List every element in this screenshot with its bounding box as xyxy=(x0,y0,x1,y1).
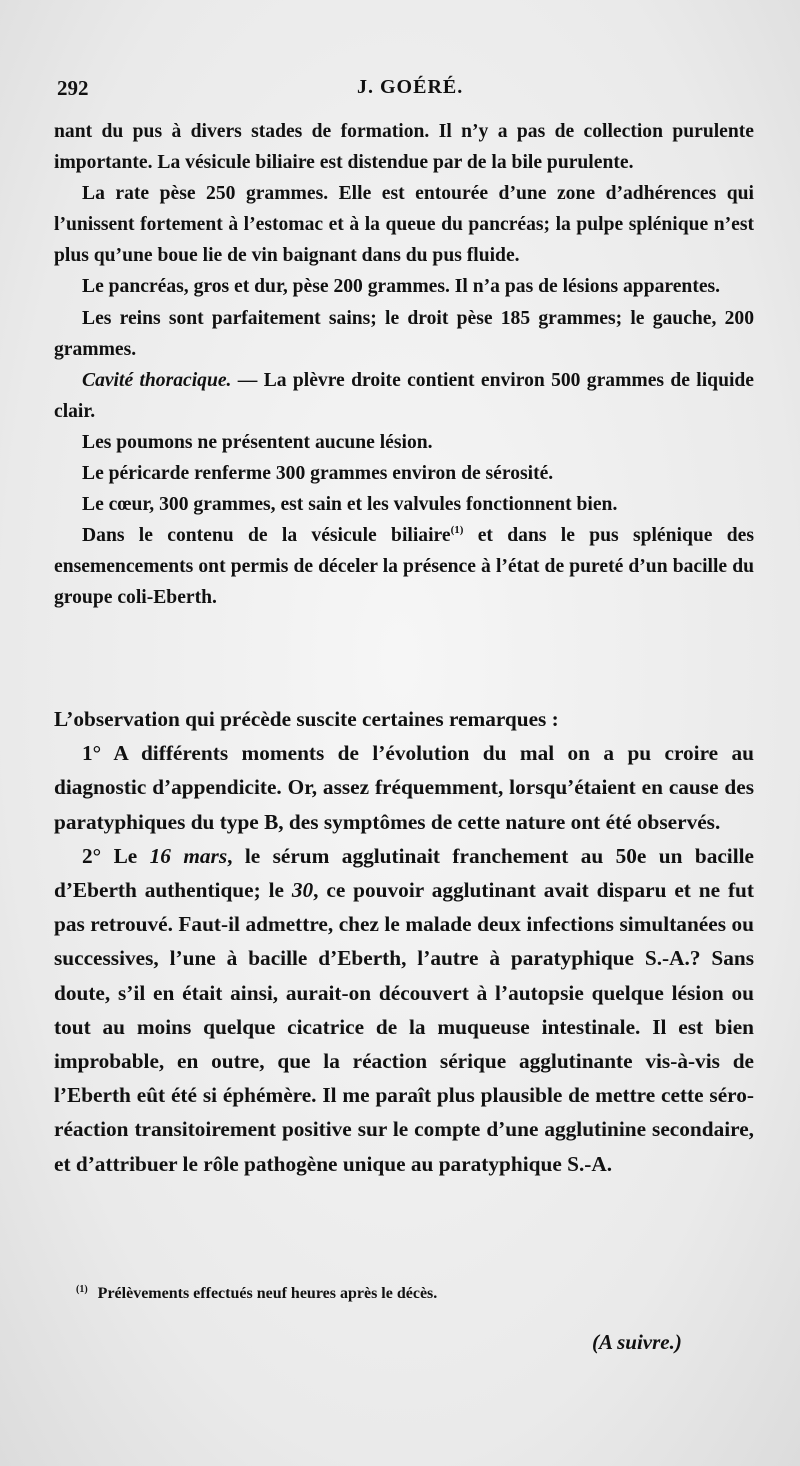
date-text: 16 mars xyxy=(149,843,228,868)
date-text: 30 xyxy=(291,878,314,903)
paragraph-text: Dans le contenu de la vésicule biliaire xyxy=(82,525,451,547)
paragraph: Le pancréas, gros et dur, pèse 200 grammes. Il n’a pas de lésions apparentes. xyxy=(82,276,721,298)
paragraph: Les reins sont parfaitement sains; le droit pèse 185 grammes; le gauche, 200 grammes. xyxy=(54,307,754,360)
paragraph: Le péricarde renferme 300 grammes environ de sérosité. xyxy=(82,463,554,485)
remark-text: , le sérum agglutinait franchement au 50e un bacille d’Eberth authentique; le xyxy=(54,843,754,903)
section-label: Cavité thoracique. xyxy=(82,369,232,391)
remark-text: , ce pouvoir agglutinant avait disparu et ne fut pas retrouvé. Faut-il admettre, chez le malade deux infections simultanées ou successives, l’une à bacille d’Eberth, l’autre à paratyphique S.-A.? Sans doute, s’il en était ainsi, aurait-on découvert à l’autopsie quelque lésion ou tout au moins quelque cicatrice de la muqueuse intestinale. Il est bien improbable, en outre, que la réaction sérique agglutinante vis-à-vis de l’Eberth eût été si éphémère. Il me paraît plus plausible de mettre cette séro-réaction transitoirement positive sur le compte d’une agglutinine secondaire, et d’attribuer le rôle pathogène unique au paratyphique S.-A. xyxy=(54,878,754,1176)
page-header xyxy=(57,76,760,108)
remark-text: 2° Le xyxy=(82,843,150,868)
footnote-reference[interactable]: (1) xyxy=(450,524,464,537)
footnote-text: Prélèvements effectués neuf heures après le décès. xyxy=(97,1285,438,1302)
footnote-mark: (1) xyxy=(76,1284,88,1295)
remark-1: 1° A différents moments de l’évolution du mal on a pu croire au diagnostic d’appendicite. Or, assez fréquemment, lorsqu’étaient en cause des paratyphiques du type B, des symptômes de cette nature ont été observés. xyxy=(54,741,754,834)
paragraph-contenu xyxy=(54,520,754,613)
paragraph-text: — La plèvre droite contient environ 500 grammes de liquide clair. xyxy=(54,369,755,422)
to-be-continued: (A suivre.) xyxy=(592,1330,682,1354)
paragraph-text: et dans le pus splénique des ensemencements ont permis de déceler la présence à l’état de pureté d’un bacille du groupe coli-Eberth. xyxy=(54,525,754,609)
body-text-upper xyxy=(54,116,754,614)
paragraph: Les poumons ne présentent aucune lésion. xyxy=(82,431,433,453)
paragraph-cavite xyxy=(54,365,754,427)
paragraph: La rate pèse 250 grammes. Elle est entourée d’une zone d’adhérences qui l’unissent fortement à l’estomac et à la queue du pancréas; la pulpe splénique n’est plus qu’une boue lie de vin baignant dans du pus fluide. xyxy=(54,183,754,267)
page-number: 292 xyxy=(57,76,89,100)
paragraph: Le cœur, 300 grammes, est sain et les valvules fonctionnent bien. xyxy=(82,494,618,516)
footnote xyxy=(76,1285,756,1303)
running-head: J. GOÉRÉ. xyxy=(357,76,464,98)
remark-2 xyxy=(54,839,754,1181)
paragraph: nant du pus à divers stades de formation. Il n’y a pas de collection purulente importante. La vésicule biliaire est distendue par de la bile purulente. xyxy=(54,121,754,174)
body-text-lower xyxy=(54,702,754,1181)
remarks-intro: L’observation qui précède suscite certaines remarques : xyxy=(54,707,559,731)
